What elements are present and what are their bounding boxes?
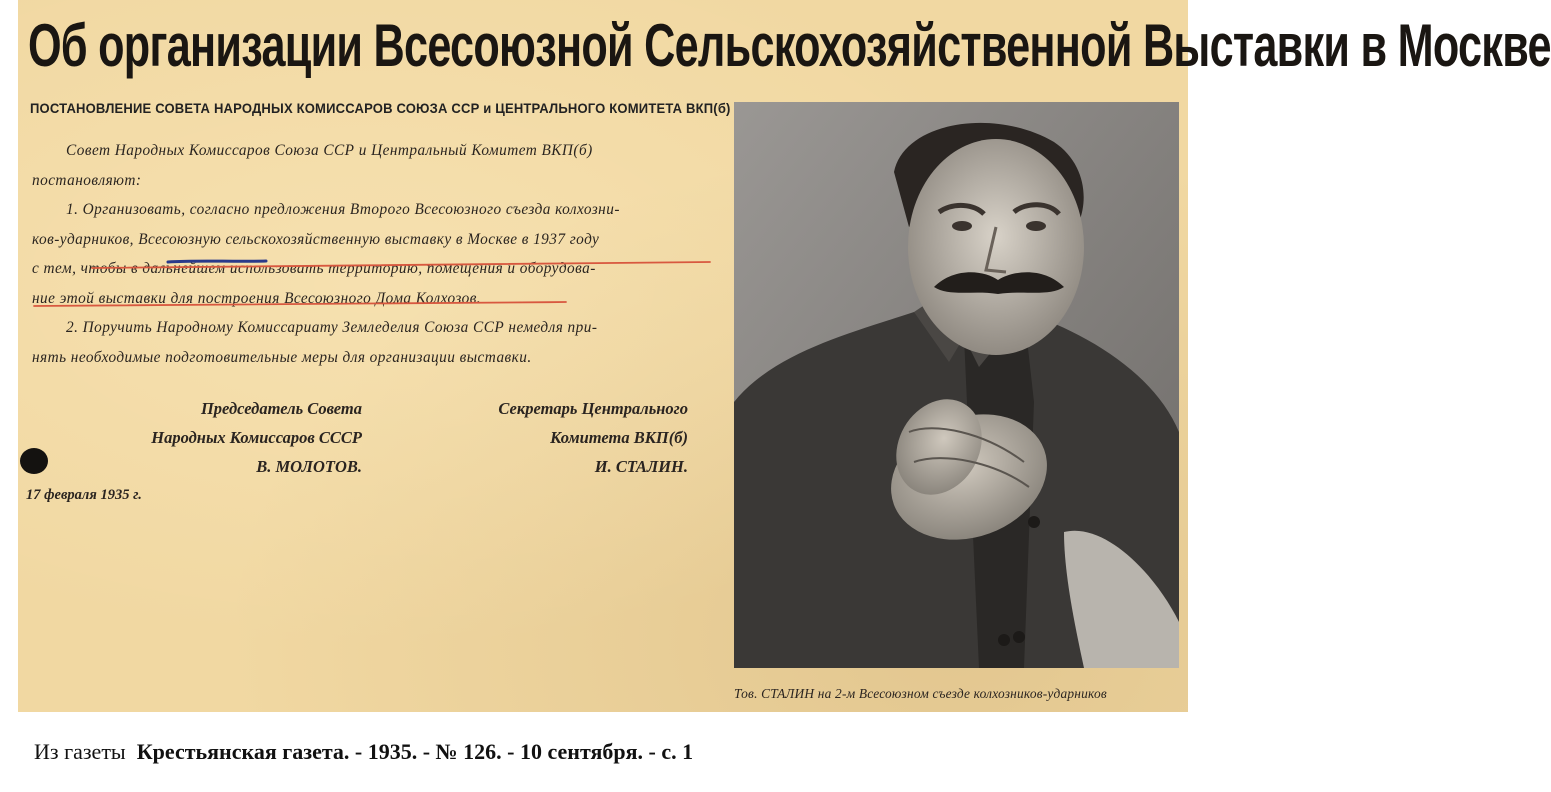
decree-body xyxy=(32,136,722,372)
body-line: 2. Поручить Народному Комиссариату Земледелия Союза ССР немедля при- xyxy=(66,319,598,336)
body-line: ние этой выставки для построения Всесоюзного Дома Колхозов. xyxy=(32,289,482,307)
body-line: ков-ударников, Всесоюзную сельскохозяйственную выставку в Москве в 1937 году xyxy=(32,230,600,248)
signature-line: Председатель Совета xyxy=(200,399,362,418)
source-prefix: Из газеты xyxy=(34,739,126,764)
source-title: Крестьянская газета. - 1935. - № 126. - 10 сентября. - с. 1 xyxy=(136,739,694,764)
body-line: с тем, чтобы в дальнейшем использовать территорию, помещения и оборудова- xyxy=(32,260,596,277)
signature-line: Секретарь Центрального xyxy=(498,399,688,418)
signature-name: В. МОЛОТОВ. xyxy=(256,457,362,476)
signature-molotov xyxy=(72,394,362,481)
signature-stalin xyxy=(398,394,688,481)
photo-caption: Тов. СТАЛИН на 2-м Всесоюзном съезде колхозников-ударников xyxy=(734,686,1107,701)
source-citation xyxy=(34,739,693,765)
body-line: 1. Организовать, согласно предложения Второго Всесоюзного съезда колхозни- xyxy=(66,201,620,218)
newspaper-clipping xyxy=(18,0,1551,712)
subheadline: ПОСТАНОВЛЕНИЕ СОВЕТА НАРОДНЫХ КОМИССАРОВ СОЮЗА ССР и ЦЕНТРАЛЬНОГО КОМИТЕТА ВКП(б) xyxy=(30,100,731,116)
signature-line: Комитета ВКП(б) xyxy=(550,428,688,447)
headline: Об организации Всесоюзной Сельскохозяйственной Выставки в Москве xyxy=(28,12,1551,79)
signature-name: И. СТАЛИН. xyxy=(594,457,688,476)
portrait-photo xyxy=(734,102,1179,668)
portrait-icon xyxy=(734,102,1179,668)
body-line: постановляют: xyxy=(32,171,142,189)
body-line: Совет Народных Комиссаров Союза ССР и Центральный Комитет ВКП(б) xyxy=(66,142,593,159)
signature-line: Народных Комиссаров СССР xyxy=(151,428,362,447)
body-line: нять необходимые подготовительные меры для организации выставки. xyxy=(32,348,532,366)
decree-date: 17 февраля 1935 г. xyxy=(26,487,142,503)
ink-blot-icon xyxy=(20,448,48,474)
